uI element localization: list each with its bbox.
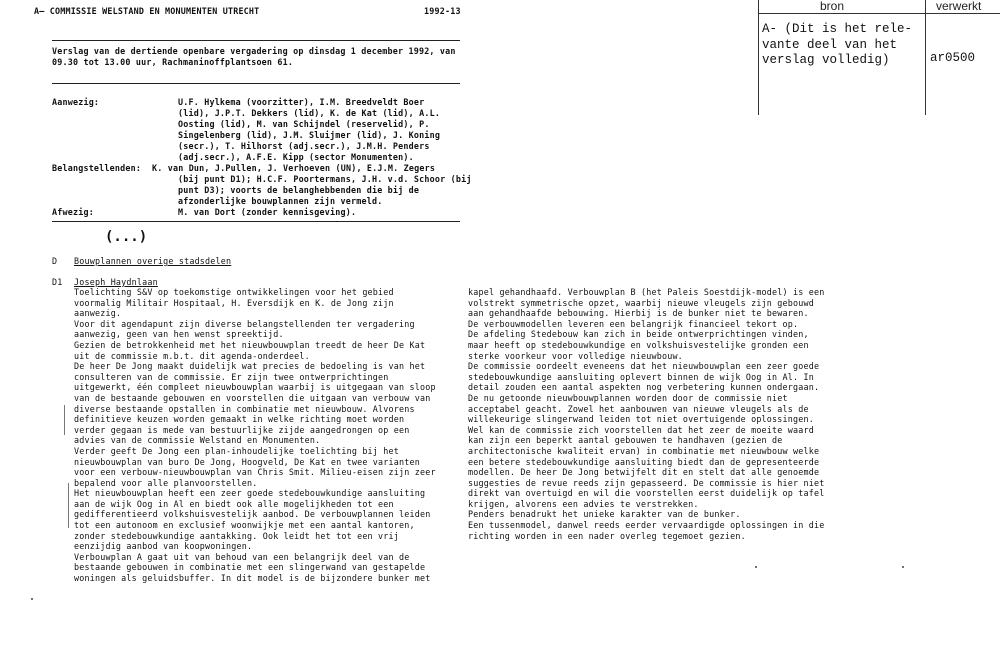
section-title: Bouwplannen overige stadsdelen — [74, 256, 232, 266]
text-line: definitieve keuzen worden gemaakt in welke richting moet worden — [74, 414, 405, 425]
scan-speck — [31, 598, 33, 600]
text-line: sterke voorkeur voor volledige nieuwbouw. — [468, 350, 683, 361]
text-line: zonder stedebouwkundige aantakking. Ook leidt het tot een vrij — [74, 530, 400, 541]
item-title: Joseph Haydnlaan — [74, 277, 158, 287]
text-line: Het nieuwbouwplan heeft een zeer goede stedebouwkundige aansluiting — [74, 488, 426, 499]
text-line: diverse bestaande opstallen in combinatie met nieuwbouw. Alvorens — [74, 403, 415, 414]
text-line: aan gehandhaafde bebouwing. Hierbij is de bunker niet te bewaren. — [468, 308, 809, 319]
text-line: modellen. De heer De Jong betwijfelt dit en stelt dat alle genoemde — [468, 467, 820, 478]
text-line: suggesties de revue reeds zijn gepasseerd. De commissie is hier niet — [468, 477, 825, 488]
scan-speck — [755, 566, 757, 568]
aanwezig-line: Singelenberg (lid), J.M. Sluijmer (lid), J. Koning — [178, 130, 441, 140]
text-line: Voor dit agendapunt zijn diverse belangstellenden ter vergadering — [74, 318, 415, 329]
text-line: volstrekt symmetrische opzet, waarbij nieuwe vleugels zijn gebouwd — [468, 297, 814, 308]
text-line: De verbouwmodellen leveren een belangrijk financieel tekort op. — [468, 318, 799, 329]
verwerkt-value: ar0500 — [930, 51, 976, 65]
margin-mark — [64, 405, 65, 435]
panel-border — [925, 0, 926, 115]
text-line: kapel gehandhaafd. Verbouwplan B (het Paleis Soestdijk-model) is een — [468, 287, 825, 297]
afwezig-label: Afwezig: — [52, 207, 94, 217]
margin-mark — [68, 483, 69, 528]
text-line: Penders benadrukt het unieke karakter van de bunker. — [468, 509, 741, 520]
belangstellenden-line: afzonderlijke bouwplannen zijn vermeld. — [178, 196, 383, 206]
divider — [52, 221, 460, 222]
text-line: een betere stedebouwkundige aansluiting biedt dan de gepresenteerde — [468, 456, 820, 467]
scan-speck — [902, 566, 904, 568]
text-line: Een tussenmodel, danwel reeds eerder vervaardigde oplossingen in die — [468, 520, 825, 531]
text-line: bestaande gebouwen in combinatie met een slingerwand van gestapelde — [74, 562, 426, 573]
intro-line-1: Verslag van de dertiende openbare vergadering op dinsdag 1 december 1992, van — [52, 46, 456, 56]
panel-border — [758, 13, 1000, 14]
text-line: acceptabel geacht. Zowel het aanbouwen van nieuwe vleugels als de — [468, 403, 809, 414]
aanwezig-line: (adj.secr.), A.F.E. Kipp (sector Monumenten). — [178, 152, 414, 162]
panel-border — [758, 0, 759, 115]
text-line: Verbouwplan A gaat uit van behoud van een belangrijk deel van de — [74, 551, 410, 562]
afwezig-line: M. van Dort (zonder kennisgeving). — [178, 207, 357, 217]
text-line: bepalend voor alle planvoorstellen. — [74, 477, 258, 488]
text-line: van de bestaande gebouwen en voorstellen die uitgaan van verbouw van — [74, 392, 431, 403]
text-line: nieuwbouwplan van buro De Jong, Hoogveld, De Kat en twee varianten — [74, 456, 420, 467]
aanwezig-line: (lid), J.P.T. Dekkers (lid), K. de Kat (lid), A.L. — [178, 108, 441, 118]
divider — [52, 40, 460, 41]
aanwezig-label: Aanwezig: — [52, 97, 100, 107]
text-line: De commissie oordeelt eveneens dat het nieuwbouwplan een zeer goede — [468, 361, 820, 372]
aanwezig-line: (secr.), T. Hilhorst (adj.secr.), J.M.H. Penders — [178, 141, 430, 151]
text-line: stedebouwkundige aansluiting oplevert binnen de wijk Oog in Al. In — [468, 371, 814, 382]
text-line: Wel kan de commissie zich voorstellen dat het zeer de moeite waard — [468, 424, 814, 435]
text-line: eenzijdig aanbod van koopwoningen. — [74, 541, 253, 552]
item-code: D1 — [52, 277, 63, 287]
text-line: architectonische kwaliteit ervan) in combinatie met nieuwbouw welke — [468, 445, 820, 456]
text-line: voor een verbouw-nieuwbouwplan van Chris Smit. Milieu-eisen zijn zeer — [74, 467, 436, 478]
document-code: 1992-13 — [424, 6, 461, 16]
column-right — [468, 287, 824, 541]
text-line: aan de wijk Oog in Al en biedt ook alle mogelijkheden tot een — [74, 498, 394, 509]
section-letter: D — [52, 256, 58, 266]
text-line: De afdeling Stedebouw kan zich in beide ontwerprichtingen vinden, — [468, 329, 809, 340]
text-line: aanwezig. — [74, 308, 122, 319]
bron-header: bron — [820, 0, 845, 13]
text-line: richting worden in een nader overleg tegemoet gezien. — [468, 530, 746, 541]
text-line: woningen als geluidsbuffer. In dit model is de bijzondere bunker met — [74, 573, 431, 584]
text-line: voormalig Militair Hospitaal, H. Eversdijk en K. de Jong zijn — [74, 297, 394, 308]
text-line: maar heeft op stedebouwkundige en volkshuisvestelijke gronden een — [468, 339, 809, 350]
text-line: uitgewerkt, één compleet nieuwbouwplan waarbij is uitgegaan van sloop — [74, 382, 436, 393]
column-left — [74, 287, 436, 584]
text-line: verder gegaan is mede van bestuurlijke zijde aangedrongen op een — [74, 424, 410, 435]
text-line: Gezien de betrokkenheid met het nieuwbouwplan treedt de heer De Kat — [74, 339, 426, 350]
belangstellenden-line: punt D3); voorts de belanghebbenden die bij de — [178, 185, 420, 195]
text-line: consulteren van de commissie. Er zijn twee ontwerprichtingen — [74, 371, 389, 382]
omission-ellipsis: (...) — [105, 229, 148, 245]
text-line: krijgen, alvorens een advies te verstrekken. — [468, 498, 699, 509]
text-line: willekeurige slingerwand leiden tot niet overtuigende oplossingen. — [468, 414, 814, 425]
text-line: uit de commissie m.b.t. dit agenda-onderdeel. — [74, 350, 310, 361]
text-line: Toelichting S&V op toekomstige ontwikkelingen voor het gebied — [74, 287, 394, 297]
bron-note: A- (Dit is het rele- vante deel van het verslag volledig) — [762, 22, 913, 67]
aanwezig-line: Oosting (lid), M. van Schijndel (reservelid), P. — [178, 119, 430, 129]
intro-line-2: 09.30 tot 13.00 uur, Rachmaninoffplantsoen 61. — [52, 57, 294, 67]
text-line: kan zijn een beperkt aantal gebouwen te handhaven (gezien de — [468, 435, 783, 446]
text-line: detail zouden een aantal aspekten nog verbetering kunnen ondergaan. — [468, 382, 820, 393]
text-line: De nu getoonde nieuwbouwplannen worden door de commissie niet — [468, 392, 788, 403]
text-line: Verder geeft De Jong een plan-inhoudelijke toelichting bij het — [74, 445, 400, 456]
belangstellenden-line: (bij punt D1); H.C.F. Poortermans, J.H. v.d. Schoor (bij — [178, 174, 472, 184]
text-line: direkt van overtuigd en wil die voorstellen eerst duidelijk op tafel — [468, 488, 825, 499]
document-header-label: A– COMMISSIE WELSTAND EN MONUMENTEN UTRECHT — [34, 6, 260, 16]
verwerkt-header: verwerkt — [936, 0, 982, 13]
belangstellenden-label: Belangstellenden: — [52, 163, 142, 173]
archive-annotation-panel — [758, 0, 1000, 115]
divider — [52, 83, 460, 84]
belangstellenden-line: K. van Dun, J.Pullen, J. Verhoeven (UN), E.J.M. Zegers — [152, 163, 436, 173]
text-line: De heer De Jong maakt duidelijk wat precies de bedoeling is van het — [74, 361, 426, 372]
text-line: aanwezig, geen van hen wenst spreektijd. — [74, 329, 284, 340]
text-line: gedifferentieerd volkshuisvestelijk aanbod. De verbouwplannen leiden — [74, 509, 431, 520]
aanwezig-line: U.F. Hylkema (voorzitter), I.M. Breedveldt Boer — [178, 97, 425, 107]
text-line: advies van de commissie Welstand en Monumenten. — [74, 435, 321, 446]
text-line: tot een autonoom en exclusief woonwijkje met een aantal kantoren, — [74, 520, 415, 531]
